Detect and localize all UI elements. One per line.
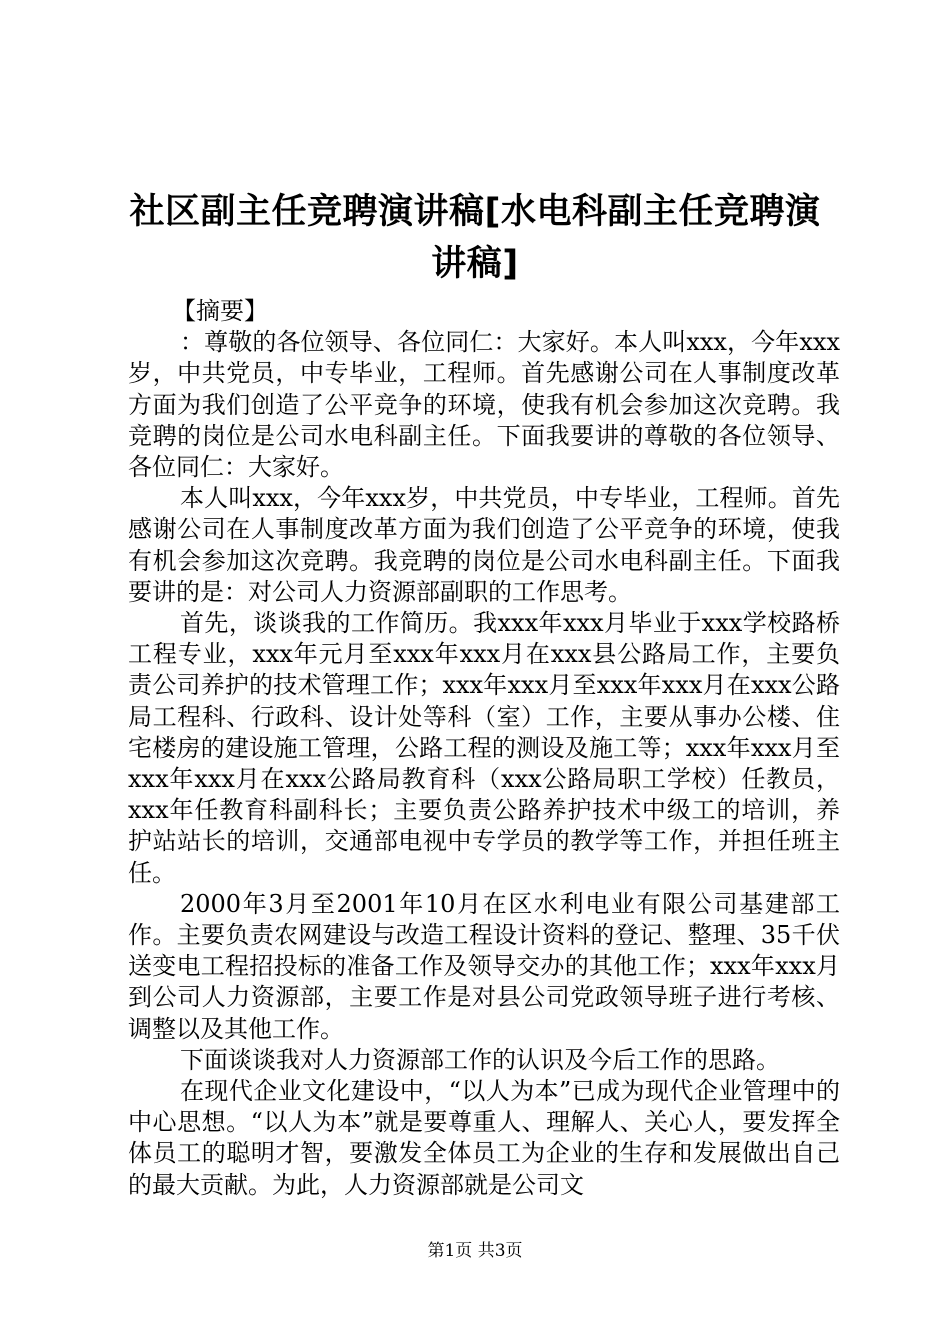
paragraph: ：尊敬的各位领导、各位同仁：大家好。本人叫xxx，今年xxx岁，中共党员，中专毕业，工程师。首先感谢公司在人事制度改革方面为我们创造了公平竞争的环境，使我有机会参加这次竞聘。我竞聘的岗位是公司水电科副主任。下面我要讲的尊敬的各位领导、各位同仁：大家好。 [128,328,840,482]
abstract-label: 【摘要】 [172,297,268,325]
page-number-footer: 第1页 共3页 [427,1241,523,1261]
paragraph: 本人叫xxx，今年xxx岁，中共党员，中专毕业，工程师。首先感谢公司在人事制度改革方面为我们创造了公平竞争的环境，使我有机会参加这次竞聘。我竞聘的岗位是公司水电科副主任。下面我要讲的是：对公司人力资源部副职的工作思考。 [128,484,840,606]
paragraph: 在现代企业文化建设中，“以人为本”已成为现代企业管理中的中心思想。“以人为本”就是要尊重人、理解人、关心人，要发挥全体员工的聪明才智，要激发全体员工为企业的生存和发展做出自己的最大贡献。为此，人力资源部就是公司文 [128,1077,840,1199]
document-title: 社区副主任竞聘演讲稿[水电科副主任竞聘演讲稿] [129,192,821,284]
paragraph: 2000年3月至2001年10月在区水利电业有限公司基建部工作。主要负责农网建设与改造工程设计资料的登记、整理、35千伏送变电工程招投标的准备工作及领导交办的其他工作；xxx年xxx月到公司人力资源部，主要工作是对县公司党政领导班子进行考核、调整以及其他工作。 [128,889,840,1043]
paragraph: 首先，谈谈我的工作简历。我xxx年xxx月毕业于xxx学校路桥工程专业，xxx年元月至xxx年xxx月在xxx县公路局工作，主要负责公司养护的技术管理工作；xxx年xxx月至xxx年xxx月在xxx公路局工程科、行政科、设计处等科（室）工作，主要从事办公楼、住宅楼房的建设施工管理，公路工程的测设及施工等；xxx年xxx月至xxx年xxx月在xxx公路局教育科（xxx公路局职工学校）任教员，xxx年任教育科副科长；主要负责公路养护技术中级工的培训，养护站站长的培训，交通部电视中专学员的教学等工作，并担任班主任。 [128,609,840,887]
paragraph: 下面谈谈我对人力资源部工作的认识及今后工作的思路。 [180,1045,780,1074]
document-body [128,296,840,1201]
